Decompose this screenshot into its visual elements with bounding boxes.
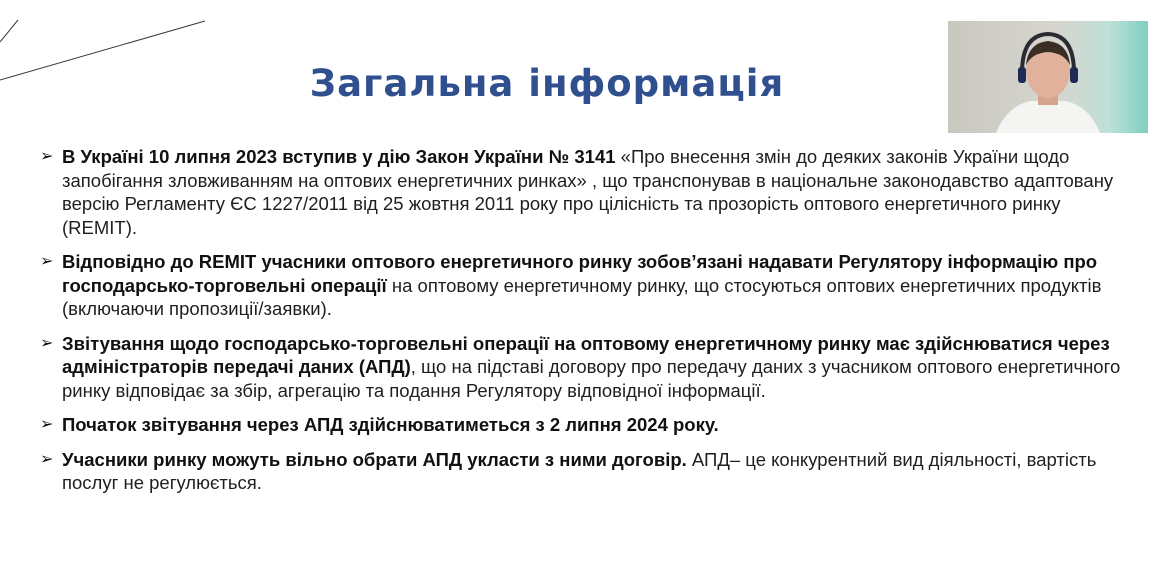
webcam-thumbnail[interactable]: [948, 21, 1148, 133]
bullet-item: [40, 332, 1130, 403]
bullet-item: [40, 448, 1130, 495]
slide-title: Загальна інформація: [309, 62, 785, 105]
bullet-text-bold: В Україні 10 липня 2023 вступив у дію Закон України № 3141: [62, 146, 616, 167]
bullet-text: «Про внесення змін до деяких законів України щодо запобігання зловживанням на оптових енергетичних ринках» , що транспонував в національне законодавство адаптовану версію Регламенту ЄС 1227/2011 від 25 жовтня 2011 року про цілісність та прозорість оптового енергетичного ринку (REMIT).: [62, 146, 1114, 238]
bullet-text: на оптовому енергетичному ринку, що стосуються оптових енергетичних продуктів (включаючи пропозиції/заявки).: [62, 274, 1102, 319]
bullet-text: , що на підставі договору про передачу даних з учасником оптового енергетичного ринку відповідає за збір, агрегацію та подання Регулятору відповідної інформації.: [62, 356, 1121, 401]
bullet-text-bold: Звітування щодо господарсько-торговельні операції на оптовому енергетичному ринку має здійснюватися через адміністраторів передачі даних (АПД): [62, 332, 1110, 377]
arrow-bullet-icon: ➢: [40, 450, 54, 468]
arrow-bullet-icon: ➢: [40, 334, 54, 352]
bullet-list: [40, 145, 1130, 506]
bullet-text-bold: Початок звітування через АПД здійснюватиметься з 2 липня 2024 року.: [62, 414, 719, 435]
bullet-item: [40, 145, 1130, 239]
arrow-bullet-icon: ➢: [40, 416, 54, 433]
arrow-bullet-icon: ➢: [40, 253, 54, 270]
arrow-bullet-icon: ➢: [40, 148, 54, 165]
bullet-text-bold: Учасники ринку можуть вільно обрати АПД укласти з ними договір.: [62, 448, 687, 470]
bullet-item: [40, 250, 1130, 321]
bullet-text-bold: Відповідно до REMIT учасники оптового енергетичного ринку зобов’язані надавати Регулятору інформацію про господарсько-торговельні операції: [62, 251, 1098, 296]
bullet-item: [40, 413, 1130, 437]
webcam-person-icon: [948, 21, 1148, 133]
bullet-text: АПД– це конкурентний вид діяльності, вартість послуг не регулюється.: [62, 448, 1097, 493]
